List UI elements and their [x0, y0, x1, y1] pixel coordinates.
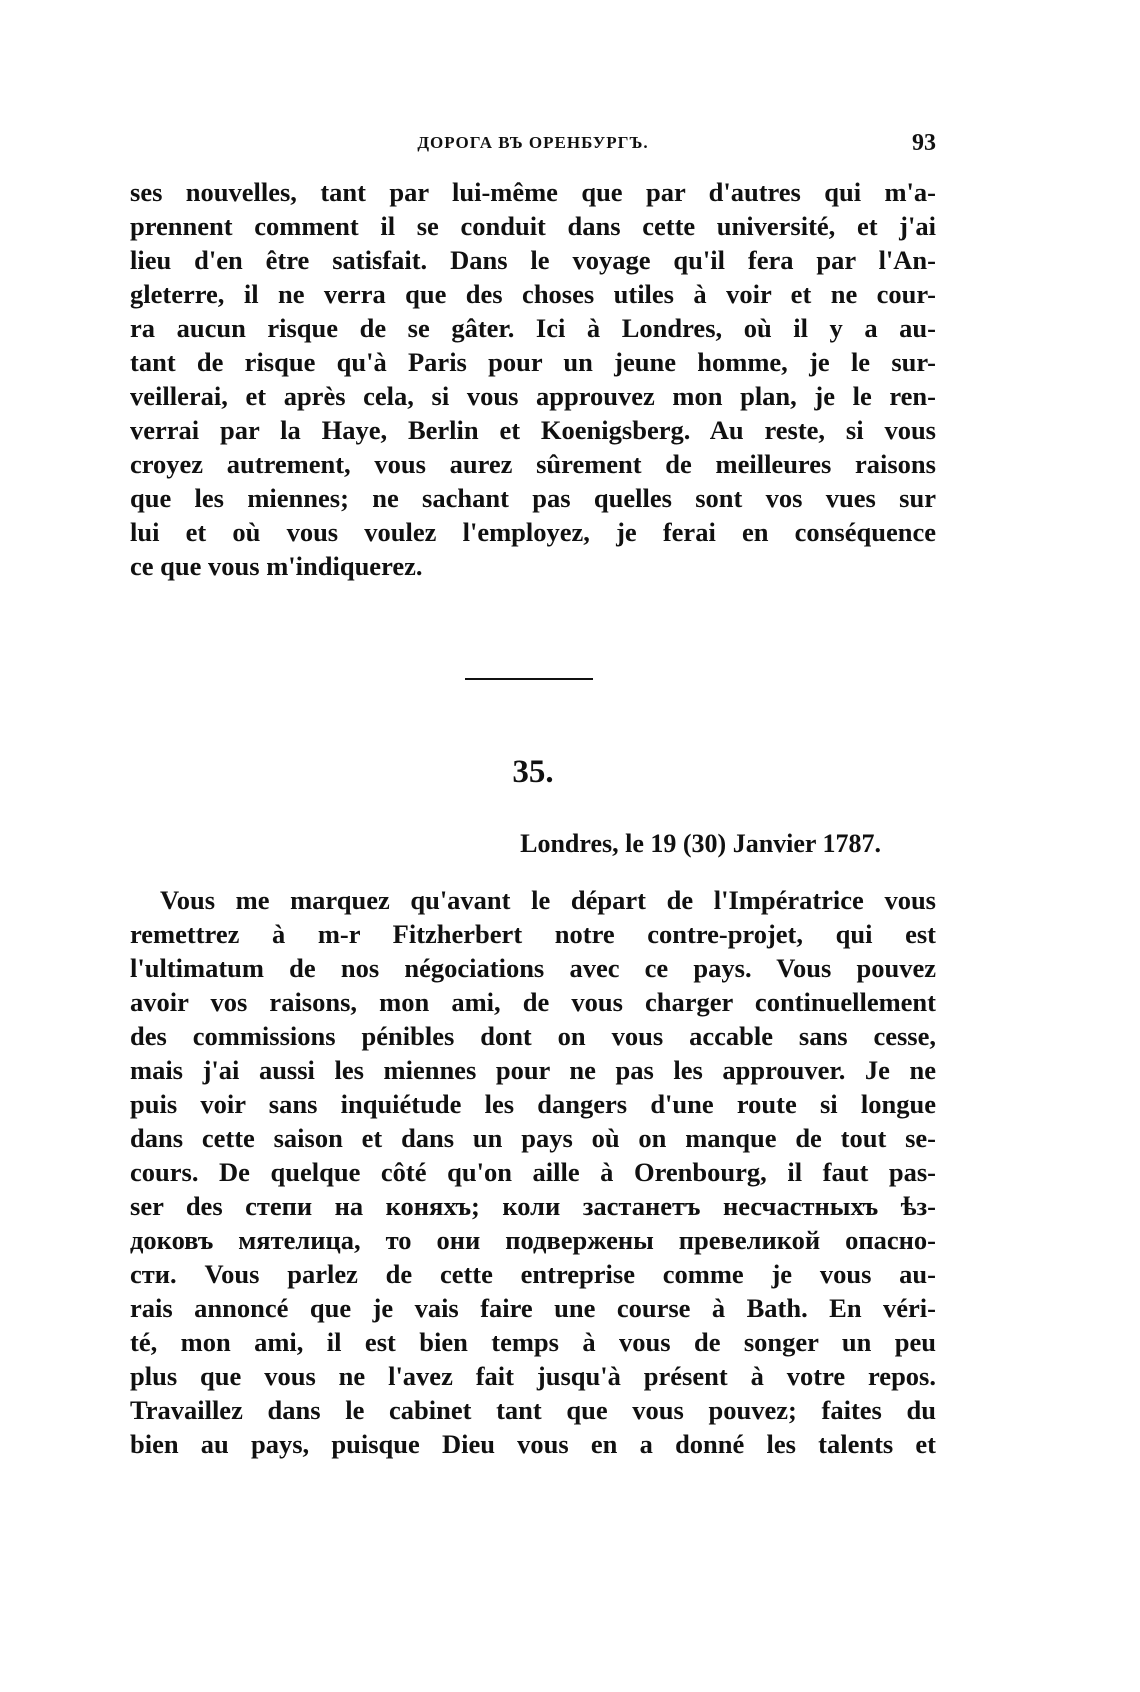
text-line: avoir vos raisons, mon ami, de vous charger continuellement [130, 987, 936, 1017]
letter-number: 35. [512, 754, 554, 790]
text-line: que les miennes; ne sachant pas quelles sont vos vues sur [130, 483, 936, 513]
text-line: ser des степи на коняхъ; коли застанетъ несчастныхъ ѣз- [130, 1191, 936, 1221]
letter-dateline: Londres, le 19 (30) Janvier 1787. [520, 829, 881, 858]
text-line: l'ultimatum de nos négociations avec ce pays. Vous pouvez [130, 953, 936, 983]
text-line: lieu d'en être satisfait. Dans le voyage qu'il fera par l'An- [130, 245, 936, 275]
text-line: доковъ мятелица, то они подвержены превеликой опасно- [130, 1225, 936, 1255]
text-line: bien au pays, puisque Dieu vous en a donné les talents et [130, 1429, 936, 1459]
text-line: mais j'ai aussi les miennes pour ne pas les approuver. Je ne [130, 1055, 936, 1085]
text-line: remettrez à m-r Fitzherbert notre contre-projet, qui est [130, 919, 936, 949]
text-line: ses nouvelles, tant par lui-même que par d'autres qui m'a- [130, 177, 936, 207]
text-line: ra aucun risque de se gâter. Ici à Londres, où il y a au- [130, 313, 936, 343]
text-line: lui et où vous voulez l'employez, je ferai en conséquence [130, 517, 936, 547]
page-number: 93 [912, 130, 936, 156]
page-header [130, 128, 936, 158]
text-line: сти. Vous parlez de cette entreprise comme je vous au- [130, 1259, 936, 1289]
text-line: cours. De quelque côté qu'on aille à Orenbourg, il faut pas- [130, 1157, 936, 1187]
text-line: tant de risque qu'à Paris pour un jeune homme, je le sur- [130, 347, 936, 377]
text-line: ce que vous m'indiquerez. [130, 551, 423, 581]
text-line: té, mon ami, il est bien temps à vous de songer un peu [130, 1327, 936, 1357]
text-line: plus que vous ne l'avez fait jusqu'à présent à votre repos. [130, 1361, 936, 1391]
text-line: rais annoncé que je vais faire une course à Bath. En véri- [130, 1293, 936, 1323]
text-line: des commissions pénibles dont on vous accable sans cesse, [130, 1021, 936, 1051]
text-line: puis voir sans inquiétude les dangers d'une route si longue [130, 1089, 936, 1119]
text-line: Vous me marquez qu'avant le départ de l'Impératrice vous [160, 885, 936, 915]
text-line: dans cette saison et dans un pays où on manque de tout se- [130, 1123, 936, 1153]
text-line: gleterre, il ne verra que des choses utiles à voir et ne cour- [130, 279, 936, 309]
section-divider [465, 678, 593, 680]
book-page [130, 0, 936, 1692]
text-line: verrai par la Haye, Berlin et Koenigsberg. Au reste, si vous [130, 415, 936, 445]
text-line: prennent comment il se conduit dans cette université, et j'ai [130, 211, 936, 241]
running-title: ДОРОГА ВЪ ОРЕНБУРГЪ. [417, 133, 649, 152]
text-line: veillerai, et après cela, si vous approuvez mon plan, je le ren- [130, 381, 936, 411]
text-line: Travaillez dans le cabinet tant que vous pouvez; faites du [130, 1395, 936, 1425]
text-line: croyez autrement, vous aurez sûrement de meilleures raisons [130, 449, 936, 479]
